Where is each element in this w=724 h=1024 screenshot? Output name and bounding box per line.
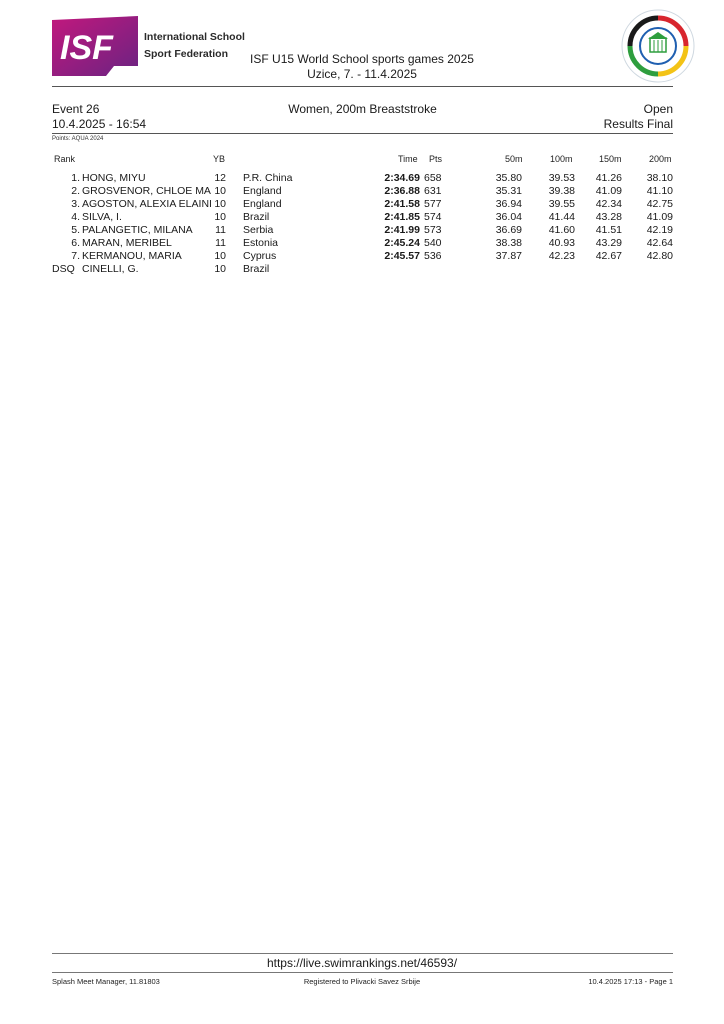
cell-club: Serbia bbox=[243, 224, 274, 236]
col-header-100m: 100m bbox=[550, 154, 573, 164]
cell-yb: 10 bbox=[214, 185, 226, 197]
cell-split-50m: 35.80 bbox=[495, 172, 522, 184]
cell-rank: 1. bbox=[71, 172, 80, 184]
cell-name: KERMANOU, MARIA bbox=[82, 250, 182, 262]
table-row bbox=[0, 263, 724, 276]
footer-printed: 10.4.2025 17:13 - Page 1 bbox=[588, 977, 673, 986]
footer-software: Splash Meet Manager, 11.81803 bbox=[52, 977, 160, 986]
cell-split-150m: 41.26 bbox=[595, 172, 622, 184]
cell-yb: 11 bbox=[215, 224, 226, 236]
col-header-rank: Rank bbox=[54, 154, 76, 164]
cell-split-150m: 43.29 bbox=[595, 237, 622, 249]
cell-split-100m: 40.93 bbox=[548, 237, 575, 249]
col-header-pts: Pts bbox=[429, 154, 443, 164]
games-emblem-icon bbox=[620, 8, 696, 84]
event-category: Open bbox=[643, 102, 673, 116]
cell-club: Brazil bbox=[243, 211, 270, 223]
table-row bbox=[0, 198, 724, 211]
cell-split-100m: 41.60 bbox=[548, 224, 575, 236]
cell-club: Brazil bbox=[243, 263, 270, 275]
cell-name: MARAN, MERIBEL bbox=[82, 237, 172, 249]
cell-split-100m: 39.38 bbox=[548, 185, 575, 197]
cell-pts: 658 bbox=[424, 172, 442, 184]
table-row bbox=[0, 237, 724, 250]
table-row bbox=[0, 185, 724, 198]
cell-name: CINELLI, G. bbox=[82, 263, 139, 275]
cell-rank: 2. bbox=[71, 185, 80, 197]
cell-split-50m: 36.94 bbox=[495, 198, 522, 210]
cell-pts: 577 bbox=[424, 198, 442, 210]
cell-split-200m: 41.10 bbox=[646, 185, 673, 197]
event-number: Event 26 bbox=[52, 102, 100, 116]
cell-name: GROSVENOR, CHLOE MA bbox=[82, 185, 211, 197]
col-header-150m: 150m bbox=[599, 154, 622, 164]
event-status: Results Final bbox=[603, 117, 673, 131]
cell-rank: 5. bbox=[71, 224, 80, 236]
footer-divider-top bbox=[52, 953, 673, 954]
cell-name: SILVA, I. bbox=[82, 211, 122, 223]
meet-subtitle: Uzice, 7. - 11.4.2025 bbox=[307, 67, 417, 81]
cell-club: England bbox=[243, 185, 282, 197]
cell-rank: 7. bbox=[71, 250, 80, 262]
cell-pts: 536 bbox=[424, 250, 442, 262]
cell-club: England bbox=[243, 198, 282, 210]
table-row bbox=[0, 250, 724, 263]
cell-time: 2:45.57 bbox=[384, 250, 420, 262]
cell-rank: DSQ bbox=[52, 263, 75, 275]
isf-logo-mark bbox=[52, 16, 138, 76]
event-line-1 bbox=[52, 102, 673, 117]
cell-split-100m: 42.23 bbox=[548, 250, 575, 262]
cell-pts: 540 bbox=[424, 237, 442, 249]
meet-title: ISF U15 World School sports games 2025 bbox=[250, 52, 474, 66]
cell-split-150m: 41.09 bbox=[595, 185, 622, 197]
cell-time: 2:41.99 bbox=[384, 224, 420, 236]
col-header-50m: 50m bbox=[505, 154, 523, 164]
cell-split-50m: 38.38 bbox=[495, 237, 522, 249]
cell-rank: 6. bbox=[71, 237, 80, 249]
logo-org-line1: International School bbox=[144, 31, 245, 43]
cell-club: Cyprus bbox=[243, 250, 277, 262]
col-header-yb: YB bbox=[213, 154, 226, 164]
footer-divider-bottom bbox=[52, 972, 673, 973]
cell-yb: 10 bbox=[214, 263, 226, 275]
cell-pts: 574 bbox=[424, 211, 442, 223]
cell-yb: 11 bbox=[215, 237, 226, 249]
event-divider bbox=[52, 133, 673, 134]
cell-split-200m: 42.80 bbox=[646, 250, 673, 262]
points-note: Points: AQUA 2024 bbox=[52, 136, 104, 142]
cell-split-150m: 41.51 bbox=[595, 224, 622, 236]
cell-split-150m: 43.28 bbox=[595, 211, 622, 223]
cell-time: 2:34.69 bbox=[384, 172, 420, 184]
cell-time: 2:41.85 bbox=[384, 211, 420, 223]
logo-letters: ISF bbox=[60, 29, 113, 67]
cell-yb: 10 bbox=[214, 198, 226, 210]
cell-split-200m: 42.75 bbox=[646, 198, 673, 210]
cell-rank: 4. bbox=[71, 211, 80, 223]
cell-club: P.R. China bbox=[243, 172, 293, 184]
footer-registered: Registered to Plivacki Savez Srbije bbox=[303, 977, 421, 986]
cell-split-200m: 41.09 bbox=[646, 211, 673, 223]
results-url-link[interactable]: https://live.swimrankings.net/46593/ bbox=[266, 956, 458, 970]
logo-org-line2: Sport Federation bbox=[144, 48, 229, 60]
col-header-time: Time bbox=[398, 154, 418, 164]
cell-split-200m: 42.64 bbox=[646, 237, 673, 249]
table-row bbox=[0, 211, 724, 224]
cell-yb: 10 bbox=[214, 250, 226, 262]
cell-time: 2:41.58 bbox=[384, 198, 420, 210]
cell-yb: 12 bbox=[214, 172, 226, 184]
cell-split-200m: 38.10 bbox=[646, 172, 673, 184]
cell-split-50m: 36.69 bbox=[495, 224, 522, 236]
cell-split-50m: 37.87 bbox=[495, 250, 522, 262]
cell-split-200m: 42.19 bbox=[646, 224, 673, 236]
header-divider bbox=[52, 86, 673, 87]
event-name: Women, 200m Breaststroke bbox=[288, 102, 437, 116]
cell-split-150m: 42.67 bbox=[595, 250, 622, 262]
cell-split-100m: 39.53 bbox=[548, 172, 575, 184]
cell-split-100m: 39.55 bbox=[548, 198, 575, 210]
cell-split-50m: 35.31 bbox=[495, 185, 522, 197]
cell-pts: 573 bbox=[424, 224, 442, 236]
cell-name: PALANGETIC, MILANA bbox=[82, 224, 193, 236]
cell-yb: 10 bbox=[214, 211, 226, 223]
event-line-2 bbox=[52, 117, 673, 132]
cell-club: Estonia bbox=[243, 237, 279, 249]
event-datetime: 10.4.2025 - 16:54 bbox=[52, 117, 147, 131]
cell-split-100m: 41.44 bbox=[548, 211, 575, 223]
cell-pts: 631 bbox=[424, 185, 442, 197]
cell-name: HONG, MIYU bbox=[82, 172, 146, 184]
table-row bbox=[0, 172, 724, 185]
table-row bbox=[0, 224, 724, 237]
cell-time: 2:36.88 bbox=[384, 185, 420, 197]
cell-rank: 3. bbox=[71, 198, 80, 210]
cell-split-50m: 36.04 bbox=[495, 211, 522, 223]
col-header-200m: 200m bbox=[649, 154, 672, 164]
cell-name: AGOSTON, ALEXIA ELAINI bbox=[82, 198, 212, 210]
cell-split-150m: 42.34 bbox=[595, 198, 622, 210]
cell-time: 2:45.24 bbox=[384, 237, 420, 249]
